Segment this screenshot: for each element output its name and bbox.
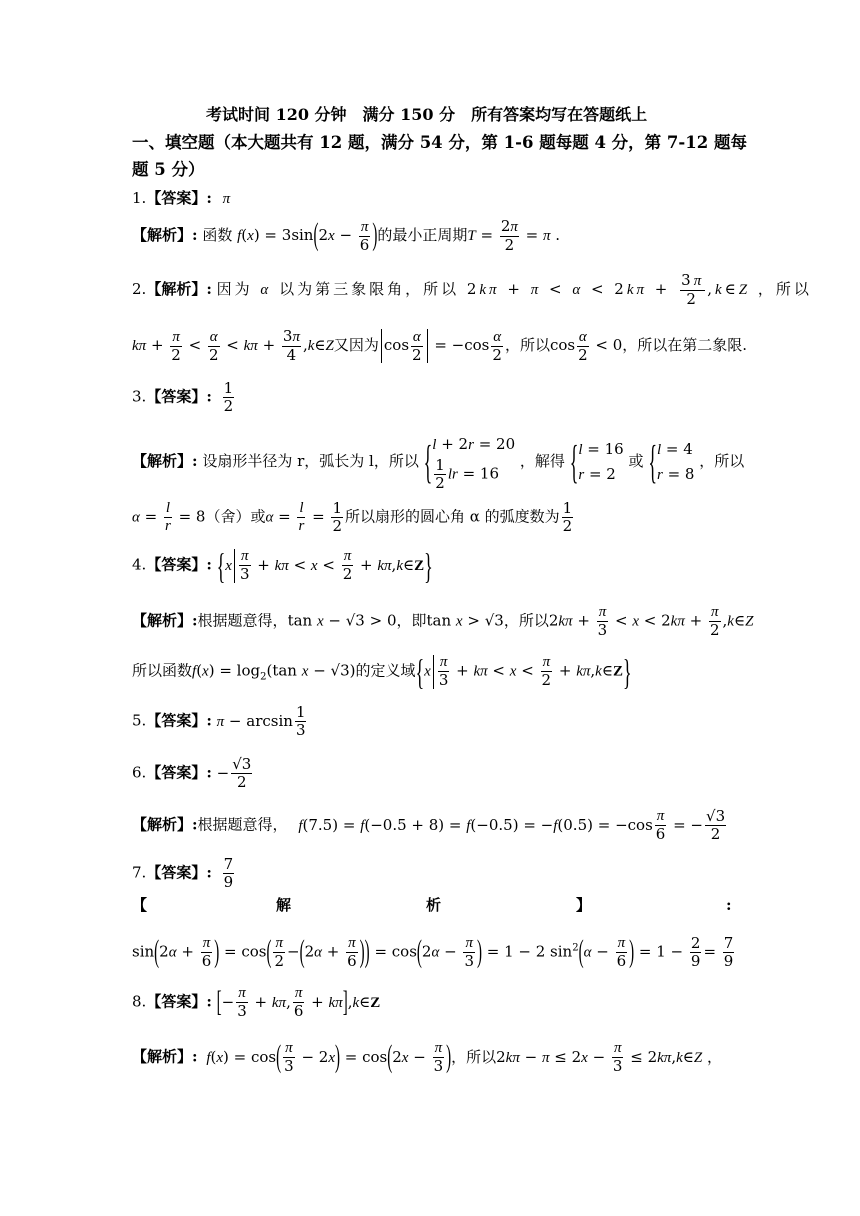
- q3-she: （舍）或: [205, 507, 266, 526]
- q7-answer: [132, 856, 236, 891]
- exam-header: 考试时间 120 分钟 满分 150 分 所有答案均写在答题纸上: [206, 105, 648, 124]
- q2-conclusion: ，所以在第二象限.: [622, 336, 748, 354]
- q4-number: 4.: [132, 555, 147, 574]
- q3-analysis-text: 设扇形半径为 r，弧长为 l，所以: [202, 452, 419, 470]
- answer-label: 【答案】:: [146, 763, 212, 782]
- q4-domain-text: 的定义域: [355, 661, 416, 680]
- q5-answer-value: π − arcsin $\frac{1}{3}$: [216, 703, 306, 739]
- q7-analysis-equation: sin(2α + $\frac{\pi}{6}$ ) = cos( $\frac{\pi}{2}$ −(2α + $\frac{\pi}{6}$ )) = cos(2α − $\frac{\pi}{3}$ ) = 1 − 2 $\sin^2(\alpha$ − $\frac{\pi}{6}$ ) = 1 − $\frac{2}{9}$ = $\frac{7}{9}$: [132, 934, 734, 970]
- section-title-line2: 题 5 分）: [132, 160, 205, 179]
- q2-number: 2.: [132, 280, 147, 298]
- q8-answer-value: [− $\frac{\pi}{3}$ + kπ, $\frac{\pi}{6}$ + kπ],k∈Z: [216, 985, 381, 1020]
- q3-conclusion: 所以扇形的圆心角 α 的弧度数为: [344, 507, 560, 526]
- q2-suoyi: ，所以: [504, 336, 550, 354]
- q3-analysis-line1: 【解析】: 设扇形半径为 r，弧长为 l，所以 { l + 2r = 20 $\frac{1}{2}$ lr = 16 ，解得 { l = 16 r = 2 或 { l = 4 r = 8 ，所以: [132, 432, 744, 492]
- q2-analysis-line2: kπ + $\frac{\pi}{2}$ < $\frac{\alpha}{2}$ < kπ + $\frac{3\pi}{4}$ ,k∈Z又因为 cos $\frac{\alpha}{2}$ = −cos $\frac{\alpha}{2}$ ，所以cos $\frac{\alpha}{2}$ < 0，所以在第二象限.: [132, 327, 748, 364]
- q6-analysis-text: 根据题意得，: [197, 815, 288, 834]
- answer-label: 【答案】:: [146, 992, 212, 1011]
- analysis-label: 【解析】:: [132, 815, 198, 834]
- q4-suoyi: ，所以: [503, 611, 549, 630]
- section-title-line1: 一、填空题（本大题共有 12 题，满分 54 分，第 1-6 题每题 4 分，第 7-12 题每: [132, 133, 747, 152]
- exam-answer-page: 考试时间 120 分钟 满分 150 分 所有答案均写在答题纸上 一、填空题（本大题共有 12 题，满分 54 分，第 1-6 题每题 4 分，第 7-12 题每 题 5 分） 1.【答案】: π 【解析】: 函数 f(x) = 3sin(2x − $\frac{\pi}{6}$ )的最小正周期T = $\frac{2\pi}{2}$ = π . 2.【解析】: 因为 α 以为第三象限角，所以 2kπ + π < α < 2kπ + $\frac{3\pi}{2}$ ,k∈Z ，所以 kπ + $\frac{\pi}{2}$ < $\frac{\alpha}{2}$ < kπ + $\frac{3\pi}{4}$ ,k∈Z又因为 cos $\frac{\alpha}{2}$ = −cos $\frac{\alpha}{2}$ ，所以cos $\frac{\alpha}{2}$ < 0，所以在第二象限. 3.【答案】: $\frac{1}{2}$ 【解析】: 设扇形半径为 r，弧长为 l，所以 { l + 2r = 20 $\frac{1}{2}$ lr = 16 ，解得 { l = 16 r = 2 或 { l = 4 r = 8 ，所以 α = $\frac{l}{r}$ = 8（舍）或α = $\frac{l}{r}$ = $\frac{1}{2}$ 所以扇形的圆心角 α 的弧度数为 $\frac{1}{2}$ 4.【答案】: {x $\frac{\pi}{3}$ + kπ < x < $\frac{\pi}{2}$ + kπ,k∈Z} 【解析】:根据题意得，tan x − √3 > 0，即tan x > √3，所以2kπ + $\frac{\pi}{3}$ < x < 2kπ + $\frac{\pi}{2}$ ,k∈Z 所以函数$f(x) = \log_2(\tan$ x − √3)的定义域{x $\frac{\pi}{3}$ + kπ < x < $\frac{\pi}{2}$ + kπ,k∈Z} 5.【答案】: π − arcsin $\frac{1}{3}$ 6.【答案】: − $\frac{√3}{2}$ 【解析】:根据题意得， f(7.5) = f(−0.5 + 8) = f(−0.5) = −f(0.5) = −cos $\frac{\pi}{6}$ = − $\frac{√3}{2}$ 7.【答案】: $\frac{7}{9}$ 【 解 析 】 : sin(2α + $\frac{\pi}{6}$ ) = cos( $\frac{\pi}{2}$ −(2α + $\frac{\pi}{6}$ )) = cos(2α − $\frac{\pi}{3}$ ) = 1 − 2 $\sin^2(\alpha$ − $\frac{\pi}{6}$ ) = 1 − $\frac{2}{9}$ = $\frac{7}{9}$ 8.【答案】: [− $\frac{\pi}{3}$ + kπ, $\frac{\pi}{6}$ + kπ],k∈Z 【解析】: f(x) = cos( $\frac{\pi}{3}$ − 2x) = cos(2x − $\frac{\pi}{3}$ )，所以2kπ − π ≤ 2x − $\frac{\pi}{3}$ ≤ 2kπ,k∈Z ，: [132, 105, 812, 1075]
- analysis-label: 【解析】:: [132, 611, 198, 630]
- q1-answer-value: π: [222, 191, 231, 207]
- q7-answer-value: $\frac{7}{9}$: [223, 855, 234, 891]
- q5-answer: [132, 704, 308, 739]
- q4-analysis-line2: 所以函数$f(x) = \log_2(\tan$ x − √3)的定义域{x $\frac{\pi}{3}$ + kπ < x < $\frac{\pi}{2}$ + kπ,k∈Z}: [132, 651, 632, 692]
- answer-label: 【答案】:: [146, 711, 212, 730]
- q7-number: 7.: [132, 863, 147, 882]
- q3-number: 3.: [132, 387, 147, 406]
- q6-number: 6.: [132, 763, 147, 782]
- q8-suoyi: ，所以: [451, 1047, 497, 1066]
- q6-answer: [132, 756, 254, 791]
- q4-analysis-line1: 【解析】:根据题意得，tan x − √3 > 0，即tan x > √3，所以2kπ + $\frac{\pi}{3}$ < x < 2kπ + $\frac{\pi}{2}$ ,k∈Z: [132, 604, 754, 639]
- q1-analysis-text: 函数 f(x) = 3sin(2x − $\frac{\pi}{6}$ )的最小正周期T = $\frac{2\pi}{2}$ = π .: [202, 217, 561, 254]
- q4-analysis-text: 根据题意得，: [197, 611, 288, 630]
- answer-label: 【答案】:: [146, 387, 212, 406]
- analysis-label: 【解析】:: [146, 280, 212, 298]
- q2-text-1: 因为 α 以为第三象限角，所以 2kπ + π < α < 2kπ + $\frac{3\pi}{2}$ ,k∈Z ，所以: [216, 271, 812, 308]
- q8-number: 8.: [132, 992, 147, 1011]
- analysis-label: 【解析】:: [132, 452, 198, 470]
- q3-analysis-line2: α = $\frac{l}{r}$ = 8（舍）或α = $\frac{l}{r}$ = $\frac{1}{2}$ 所以扇形的圆心角 α 的弧度数为 $\frac{1}{2}$: [132, 499, 573, 535]
- analysis-label: 【解析】:: [132, 1047, 198, 1066]
- q3-answer: [132, 380, 236, 415]
- q4-answer-value: {x $\frac{\pi}{3}$ + kπ < x < $\frac{\pi}{2}$ + kπ,k∈Z}: [216, 545, 433, 586]
- q1-analysis: [132, 218, 560, 254]
- q1-answer: [132, 188, 230, 209]
- q4-ji: ，即: [396, 611, 427, 630]
- answer-label: 【答案】:: [146, 555, 212, 574]
- q6-analysis: 【解析】:根据题意得， f(7.5) = f(−0.5 + 8) = f(−0.5) = −f(0.5) = −cos $\frac{\pi}{6}$ = − $\frac{√3}{2}$: [132, 807, 726, 843]
- q2-youyinwei: 又因为: [333, 336, 379, 354]
- q3-suoyi: ，所以: [699, 452, 745, 470]
- answer-label: 【答案】:: [146, 189, 212, 207]
- q6-answer-value: − $\frac{√3}{2}$: [216, 755, 252, 791]
- answer-label: 【答案】:: [146, 863, 212, 882]
- analysis-label: 【解析】:: [132, 226, 198, 244]
- q1-number: 1.: [132, 189, 147, 207]
- q8-answer: [132, 985, 380, 1020]
- q4-suoyi-hanshu: 所以函数: [132, 661, 193, 680]
- q3-system: l + 2r = 20 $\frac{1}{2}$ lr = 16: [432, 435, 516, 492]
- q5-number: 5.: [132, 711, 147, 730]
- q3-answer-value: $\frac{1}{2}$: [223, 379, 234, 415]
- q3-jiede: ，解得: [519, 452, 565, 470]
- q4-answer: [132, 545, 433, 586]
- q2-analysis-line1: [132, 272, 812, 308]
- q3-huo: 或: [628, 452, 644, 470]
- q8-analysis: 【解析】: f(x) = cos( $\frac{\pi}{3}$ − 2x) = cos(2x − $\frac{\pi}{3}$ )，所以2kπ − π ≤ 2x − $\frac{\pi}{3}$ ≤ 2kπ,k∈Z ，: [132, 1040, 722, 1075]
